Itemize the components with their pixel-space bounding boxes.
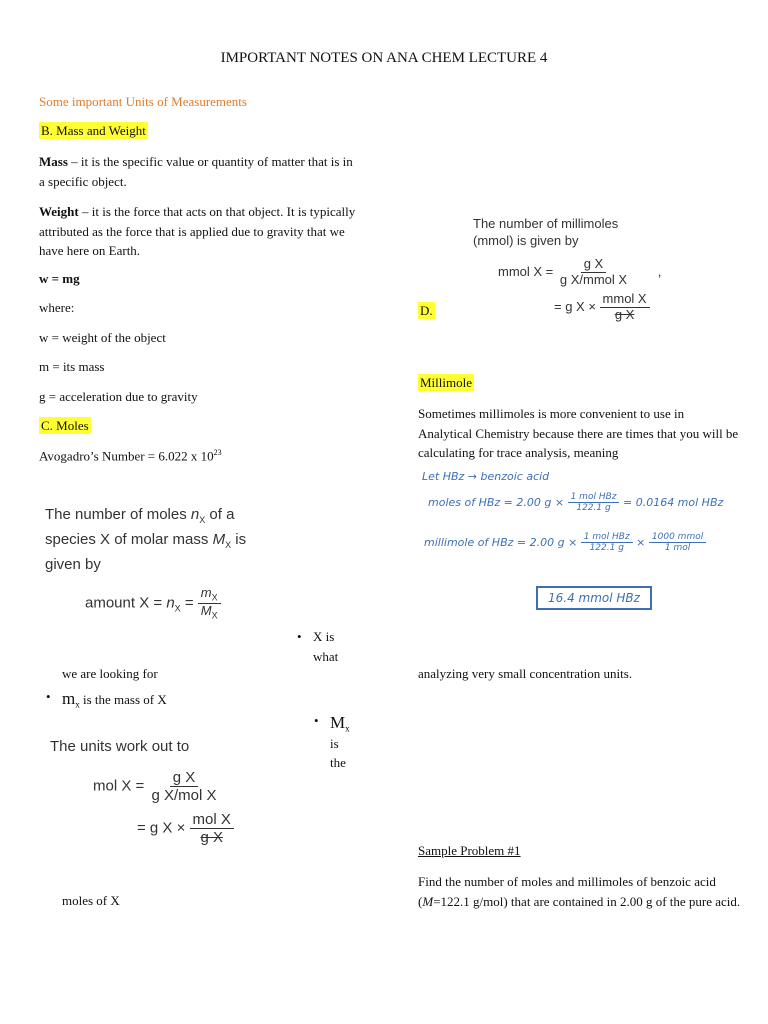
millimole-paragraph: Sometimes millimoles is more convenient to use in Analytical Chemistry because there are times that you will be calculating for trace analysis, meaning [418, 406, 739, 460]
moles-img-line1: The number of moles $n_X$ of a [45, 506, 235, 525]
units-equation-image [45, 738, 295, 888]
mmol-equation-2: = g X × $\frac{\text{mmol X}}{\text{g X}}$ [554, 292, 703, 323]
mmol-equation-image [458, 205, 703, 355]
page-title: IMPORTANT NOTES ON ANA CHEM LECTURE 4 [220, 50, 548, 66]
mmol-img-line2: (mmol) is given by [473, 233, 579, 248]
mx-symbol: m [62, 689, 76, 708]
weight-definition [39, 202, 359, 261]
bullet-mx-mass [62, 689, 167, 710]
hand-line1: Let HBz → benzoic acid [422, 470, 550, 483]
where-label: where: [39, 300, 75, 315]
mass-term: Mass [39, 154, 68, 169]
bullet-x-text-a: • X is [313, 629, 335, 644]
moles-equation-image [45, 505, 260, 625]
mol-equation: mol X = $\frac{\text{g X}}{\text{g X/mol X}}$ [93, 769, 217, 805]
hand-line3: millimole of HBz = 2.00 g × $\frac{\text{1 mol HBz}}{122.1 g}$ × $\frac{\text{1000 mmol}}{\text{1 mol}}$ [424, 532, 706, 554]
hand-answer-box: 16.4 mmol HBz [536, 586, 652, 610]
bullet-x-is-what [313, 627, 363, 666]
g-definition: g = acceleration due to gravity [39, 389, 198, 404]
mass-definition [39, 152, 359, 191]
mx-text: is the mass of X [79, 692, 167, 707]
Mx-subscript: x [345, 723, 350, 734]
mol-equation-2: = g X × $\frac{\text{mol X}}{\text{g X}}$ [137, 811, 295, 847]
weight-formula: w = mg [39, 271, 80, 286]
avogadro-exponent: 23 [213, 448, 222, 457]
section-b-heading: B. Mass and Weight [41, 123, 146, 138]
m-definition: m = its mass [39, 359, 105, 374]
section-d-heading: D. [420, 303, 433, 318]
avogadro-number [39, 448, 222, 464]
weight-term: Weight [39, 204, 79, 219]
moles-img-line2: species X of molar mass $M_X$ is [45, 531, 247, 550]
millimole-heading: Millimole [420, 375, 472, 390]
mx-subscript: x [75, 699, 80, 710]
moles-of-x-text: moles of X [62, 893, 120, 908]
section-units-heading: Some important Units of Measurements [39, 94, 247, 109]
mmol-img-line1: The number of millimoles [473, 216, 619, 231]
Mx-is: is [330, 735, 339, 751]
bullet-Mx [330, 713, 370, 773]
handwritten-solution-image [418, 462, 736, 652]
sample-problem-text: Find the number of moles and millimoles of benzoic acid (M=122.1 g/mol) that are contained in 2.00 g of the pure acid. [418, 874, 741, 909]
units-img-title: The units work out to [50, 738, 190, 755]
hand-line2: moles of HBz = 2.00 g × $\frac{\text{1 mol HBz}}{122.1 g}$ = 0.0164 mol HBz [428, 492, 724, 514]
sample-problem-title: Sample Problem #1 [418, 843, 521, 858]
w-definition: w = weight of the object [39, 330, 166, 345]
mmol-equation: mmol X = $\frac{\text{g X}}{\text{g X/mmol X}}$ , [498, 256, 662, 287]
weight-def: – it is the force that acts on that object. It is typically attributed as the force that is applied due to gravity that we have here on Earth. [39, 204, 356, 258]
moles-img-line3: given by [45, 556, 101, 573]
avogadro-text: Avogadro’s Number = 6.022 x 10 [39, 448, 214, 464]
section-c-heading: C. Moles [41, 418, 89, 433]
looking-for-text: we are looking for [62, 666, 158, 681]
bullet-x-text-b: what [313, 648, 339, 664]
Mx-the: the [330, 755, 346, 771]
amount-equation: amount $X = n_X$ = $\frac{m_X}{M_X}$ [85, 586, 260, 621]
mass-def: – it is the specific value or quantity of matter that is in a specific object. [39, 154, 353, 189]
analyzing-text: analyzing very small concentration units. [418, 666, 633, 681]
Mx-symbol: M [330, 713, 346, 732]
